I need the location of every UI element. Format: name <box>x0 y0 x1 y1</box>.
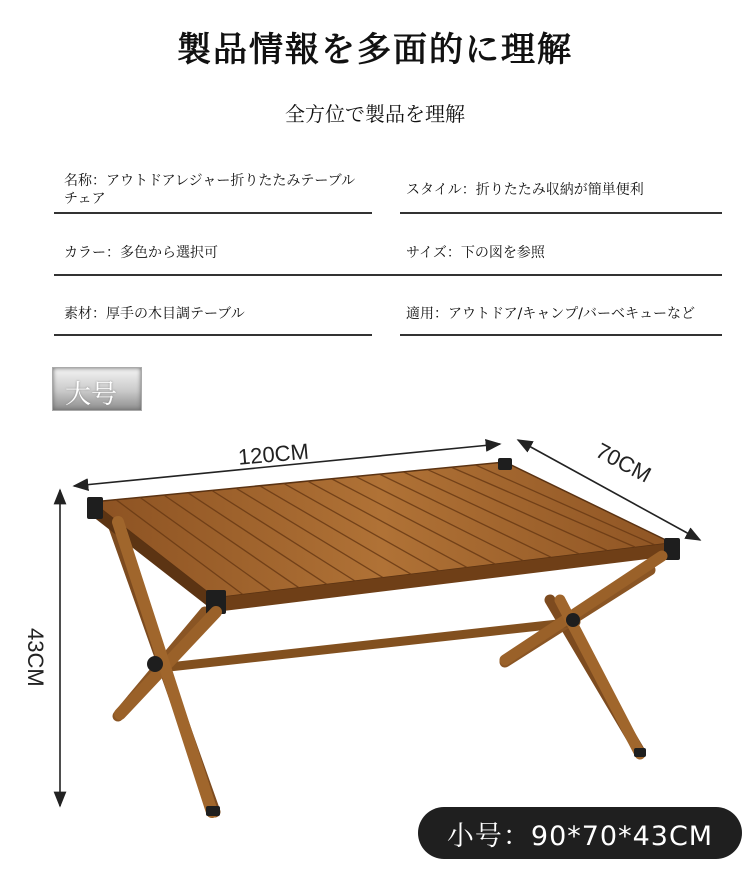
length-label: 120CM <box>236 438 310 470</box>
spec-divider <box>400 334 722 336</box>
spec-divider <box>400 212 722 214</box>
spec-table <box>0 160 750 340</box>
small-size-badge: 小号：90*70*43CM <box>418 807 742 859</box>
depth-label: 70CM <box>591 437 656 488</box>
spec-divider <box>54 274 722 276</box>
size-badge <box>52 367 142 411</box>
size-badge-label: 大号 <box>65 380 118 410</box>
spec-usage: 適用：アウトドア/キャンプ/バーベキューなど <box>406 306 696 322</box>
spec-divider <box>54 212 372 214</box>
height-label: 43CM <box>23 628 48 687</box>
spec-style: スタイル：折りたたみ収納が簡単便利 <box>406 182 644 198</box>
spec-material: 素材：厚手の木目調テーブル <box>64 306 245 322</box>
page-title: 製品情報を多面的に理解 <box>177 30 573 70</box>
page-subtitle: 全方位で製品を理解 <box>285 102 465 126</box>
spec-size: サイズ：下の図を参照 <box>406 245 545 261</box>
table-dimension-diagram <box>0 420 750 820</box>
spec-color: カラー：多色から選択可 <box>64 245 218 261</box>
spec-name: 名称：アウトドアレジャー折りたたみテーブルチェア <box>64 173 356 207</box>
spec-divider <box>54 334 372 336</box>
